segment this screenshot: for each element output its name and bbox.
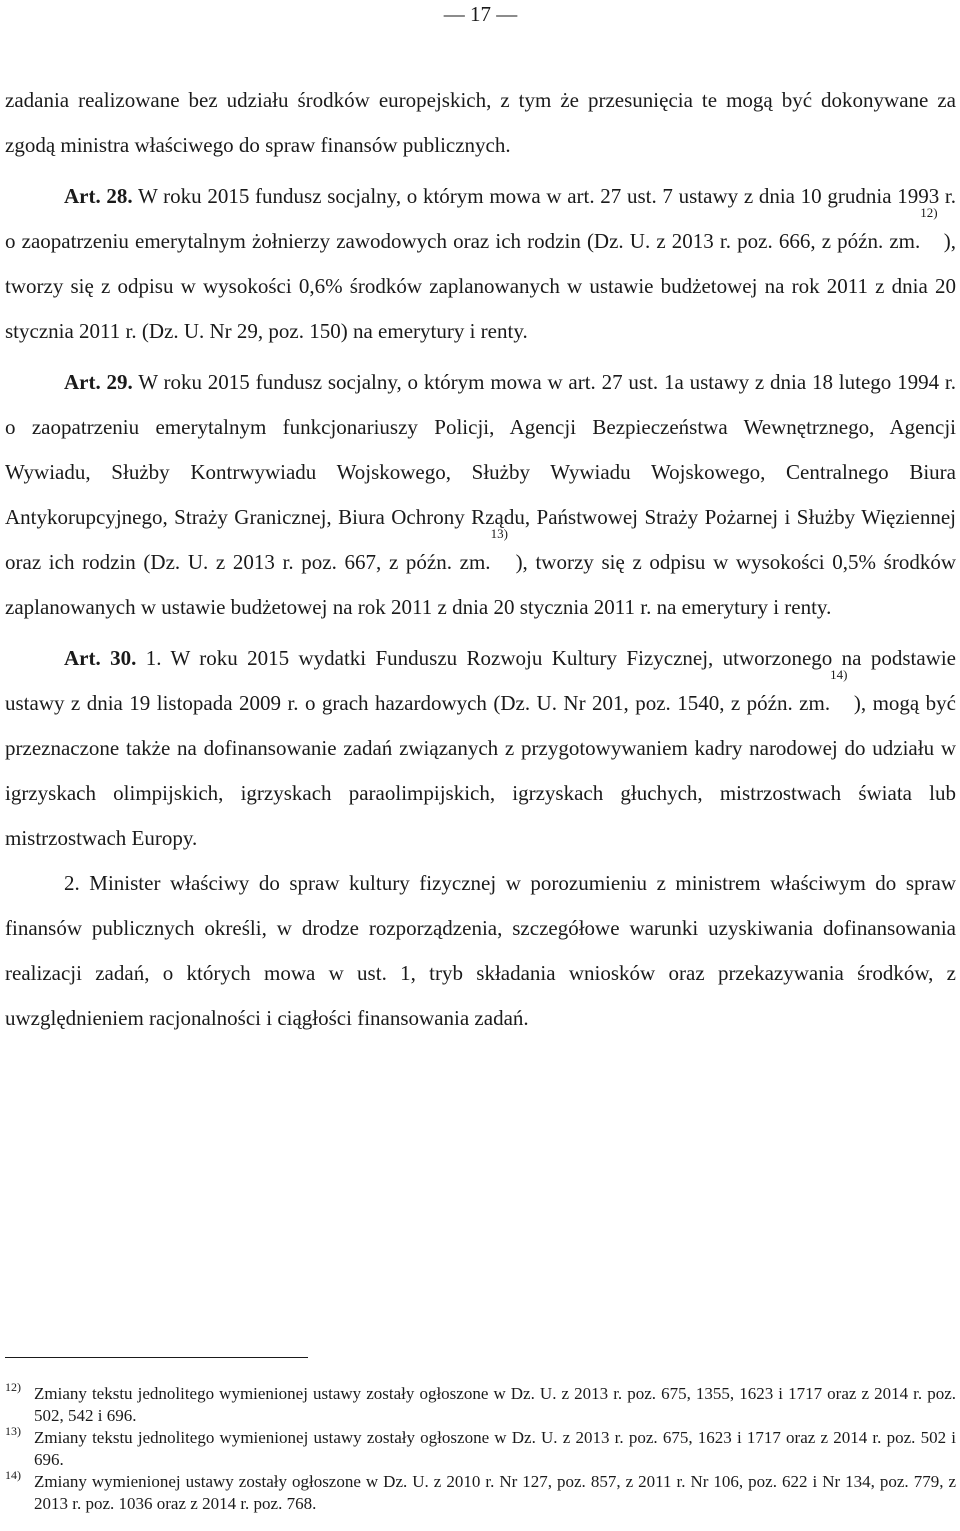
article-30: [5, 636, 956, 861]
article-30-section-2: 2. Minister właściwy do spraw kultury fizycznej w porozumieniu z ministrem właściwym do spraw finansów publicznych określi, w drodze rozporządzenia, szczegółowe warunki uzyskiwania dofinansowania realizacji zadań, o których mowa w ust. 1, tryb składania wniosków oraz przekazywania środków, z uwzględnieniem racjonalności i ciągłości finansowania zadań.: [5, 871, 956, 1030]
footnotes: [5, 1380, 956, 1515]
article-text: W roku 2015 fundusz socjalny, o którym mowa w art. 27 ust. 1a ustawy z dnia 18 lutego 1994 r. o zaopatrzeniu emerytalnym funkcjonariuszy Policji, Agencji Bezpieczeństwa Wewnętrznego, Agencji Wywiadu, Służby Kontrwywiadu Wojskowego, Służby Wywiadu Wojskowego, Centralnego Biura Antykorupcyjnego, Straży Granicznej, Biura Ochrony Rządu, Państwowej Straży Pożarnej i Służby Więziennej oraz ich rodzin (Dz. U. z 2013 r. poz. 667, z późn. zm.: [5, 370, 956, 574]
footnote-12: [5, 1380, 956, 1426]
document-body: [5, 78, 956, 1041]
footnote-13: [5, 1424, 956, 1470]
article-number: Art. 29.: [64, 370, 133, 394]
article-number: Art. 28.: [64, 184, 133, 208]
article-text: 1. W roku 2015 wydatki Funduszu Rozwoju Kultury Fizycznej, utworzonego na podstawie ustawy z dnia 19 listopada 2009 r. o grach hazardowych (Dz. U. Nr 201, poz. 1540, z późn. zm.: [5, 646, 956, 715]
article-number: Art. 30.: [64, 646, 137, 670]
footnote-divider: [5, 1357, 308, 1358]
article-text-continued: ), tworzy się z odpisu w wysokości 0,5% środków zaplanowanych w ustawie budżetowej na rok 2011 z dnia 20 stycznia 2011 r. na emerytury i renty.: [5, 550, 956, 619]
article-text-continued: ), mogą być przeznaczone także na dofinansowanie zadań związanych z przygotowywaniem kadry narodowej do udziału w igrzyskach olimpijskich, igrzyskach paraolimpijskich, igrzyskach głuchych, mistrzostwach świata lub mistrzostwach Europy.: [5, 691, 956, 850]
paragraph-continuation: zadania realizowane bez udziału środków europejskich, z tym że przesunięcia te mogą być dokonywane za zgodą ministra właściwego do spraw finansów publicznych.: [5, 88, 956, 157]
footnote-reference[interactable]: 14): [830, 667, 848, 682]
footnote-reference[interactable]: 12): [920, 205, 938, 220]
footnote-reference[interactable]: 13): [490, 526, 508, 541]
page-number: — 17 —: [443, 2, 518, 26]
article-text-continued: ), tworzy się z odpisu w wysokości 0,6% środków zaplanowanych w ustawie budżetowej na rok 2011 z dnia 20 stycznia 2011 r. (Dz. U. Nr 29, poz. 150) na emerytury i renty.: [5, 229, 956, 343]
footnote-label: 12): [5, 1380, 21, 1394]
footnote-label: 14): [5, 1468, 21, 1482]
footnote-label: 13): [5, 1424, 21, 1438]
footnote-14: [5, 1468, 956, 1514]
article-text: W roku 2015 fundusz socjalny, o którym mowa w art. 27 ust. 7 ustawy z dnia 10 grudnia 1993 r. o zaopatrzeniu emerytalnym żołnierzy zawodowych oraz ich rodzin (Dz. U. z 2013 r. poz. 666, z późn. zm.: [5, 184, 957, 253]
footnote-text: Zmiany tekstu jednolitego wymienionej ustawy zostały ogłoszone w Dz. U. z 2013 r. poz. 675, 1355, 1623 i 1717 oraz z 2014 r. poz. 502, 542 i 696.: [34, 1384, 956, 1425]
footnote-text: Zmiany tekstu jednolitego wymienionej ustawy zostały ogłoszone w Dz. U. z 2013 r. poz. 675, 1623 i 1717 oraz z 2014 r. poz. 502 i 696.: [34, 1428, 956, 1469]
article-29: [5, 360, 956, 630]
article-28: [5, 174, 956, 354]
footnote-text: Zmiany wymienionej ustawy zostały ogłoszone w Dz. U. z 2010 r. Nr 127, poz. 857, z 2011 r. Nr 106, poz. 622 i Nr 134, poz. 779, z 2013 r. poz. 1036 oraz z 2014 r. poz. 768.: [34, 1472, 956, 1513]
